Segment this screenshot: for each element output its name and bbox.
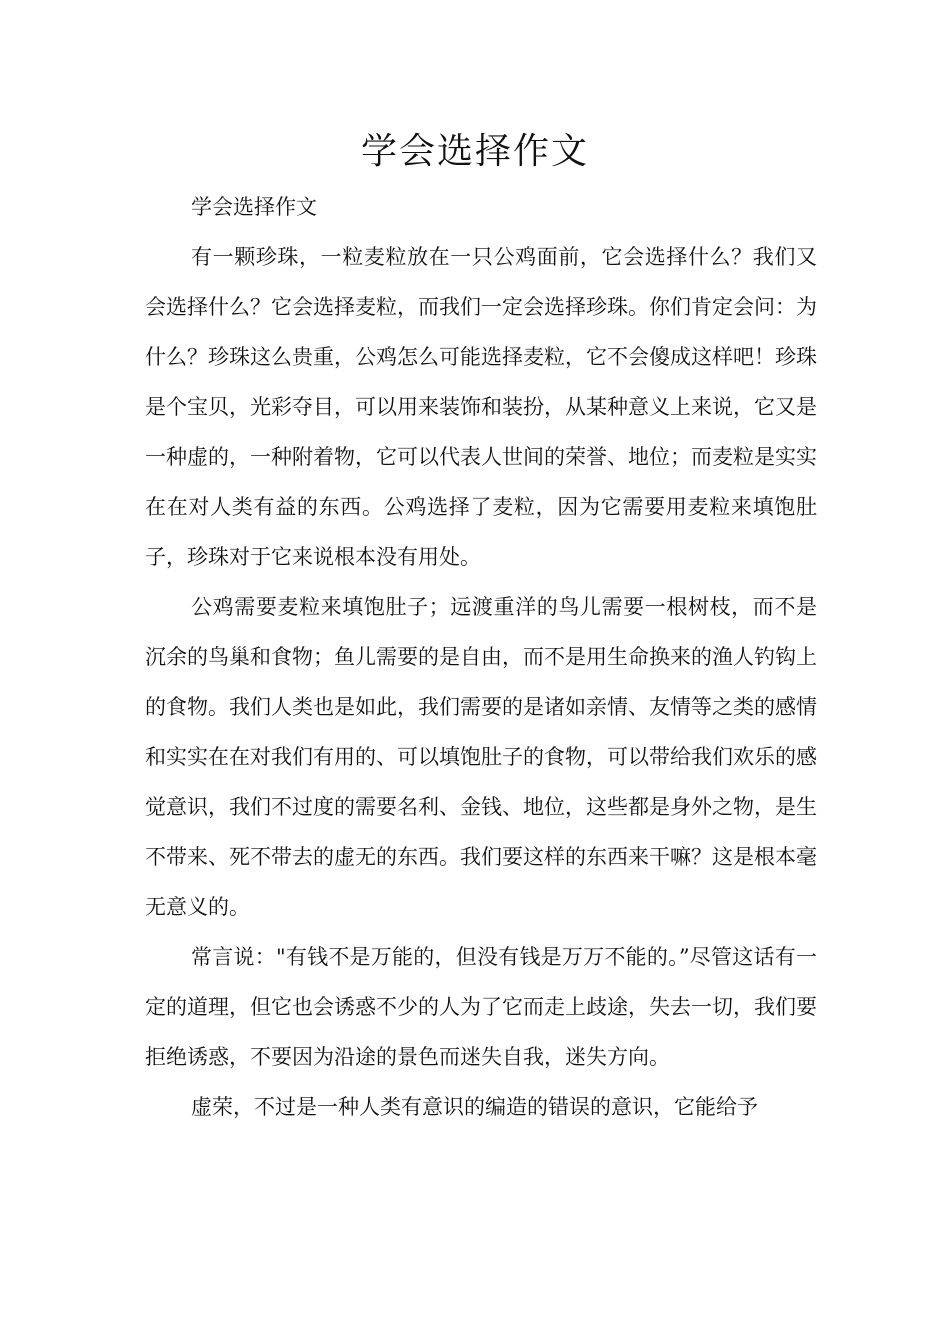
- paragraph-4: 虚荣，不过是一种人类有意识的编造的错误的意识，它能给予: [191, 1095, 758, 1119]
- document-subtitle: 学会选择作文: [191, 195, 317, 219]
- paragraph-1: 有一颗珍珠，一粒麦粒放在一只公鸡面前，它会选择什么？我们又会选择什么？它会选择麦粒，而我们一定会选择珍珠。你们肯定会问：为什么？珍珠这么贵重，公鸡怎么可能选择麦粒，它不会傻成这样吧！珍珠是个宝贝，光彩夺目，可以用来装饰和装扮，从某种意义上来说，它又是一种虚的，一种附着物，它可以代表人世间的荣誉、地位；而麦粒是实实在在对人类有益的东西。公鸡选择了麦粒，因为它需要用麦粒来填饱肚子，珍珠对于它来说根本没有用处。: [145, 245, 817, 569]
- paragraph-2: 公鸡需要麦粒来填饱肚子；远渡重洋的鸟儿需要一根树枝，而不是沉余的鸟巢和食物；鱼儿需要的是自由，而不是用生命换来的渔人钓钩上的食物。我们人类也是如此，我们需要的是诸如亲情、友情等之类的感情和实实在在对我们有用的、可以填饱肚子的食物，可以带给我们欢乐的感觉意识，我们不过度的需要名利、金钱、地位，这些都是身外之物，是生不带来、死不带去的虚无的东西。我们要这样的东西来干嘛？这是根本毫无意义的。: [145, 595, 817, 919]
- document-title: 学会选择作文: [360, 131, 589, 172]
- paragraph-3: 常言说："有钱不是万能的，但没有钱是万万不能的。”尽管这话有一定的道理，但它也会诱惑不少的人为了它而走上歧途，失去一切，我们要拒绝诱惑，不要因为沿途的景色而迷失自我，迷失方向。: [145, 945, 817, 1069]
- document-body: [145, 182, 817, 1132]
